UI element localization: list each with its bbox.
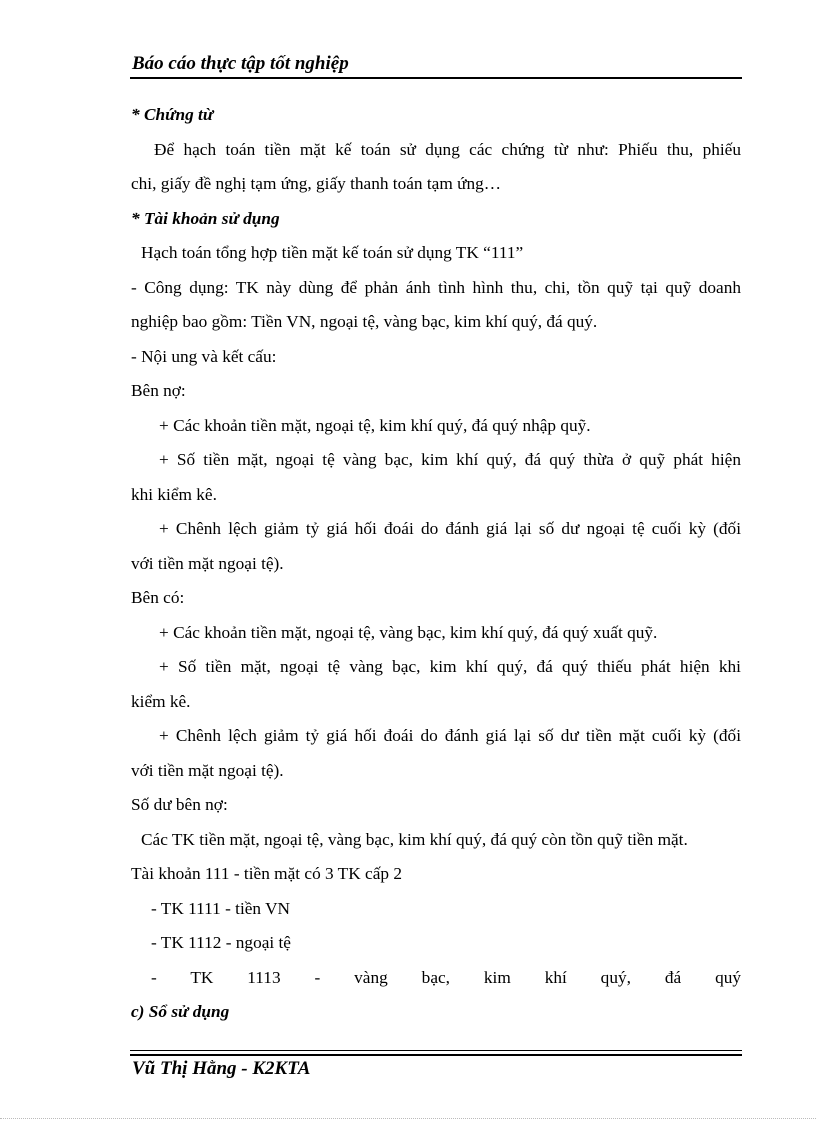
list-item: + Số tiền mặt, ngoại tệ vàng bạc, kim khí quý, đá quý thừa ở quỹ phát hiện xyxy=(159,450,741,469)
paragraph-line: Tài khoản 111 - tiền mặt có 3 TK cấp 2 xyxy=(131,864,402,883)
document-body xyxy=(131,98,741,1030)
account-item-1112: - TK 1112 - ngoại tệ xyxy=(151,933,291,952)
page-edge xyxy=(0,1118,816,1119)
paragraph-line: - Công dụng: TK này dùng để phản ánh tình hình thu, chi, tồn quỹ tại quỹ doanh xyxy=(131,277,741,297)
page-footer-author: Vũ Thị Hằng - K2KTA xyxy=(132,1058,311,1079)
list-item: + Chênh lệch giảm tỷ giá hối đoái do đánh giá lại số dư ngoại tệ cuối kỳ (đối xyxy=(159,519,741,538)
page-header-title: Báo cáo thực tập tốt nghiệp xyxy=(132,53,349,74)
list-item: + Chênh lệch giảm tỷ giá hối đoái do đánh giá lại số dư tiền mặt cuối kỳ (đối xyxy=(159,726,741,745)
list-item: + Các khoản tiền mặt, ngoại tệ, kim khí quý, đá quý nhập quỹ. xyxy=(159,415,591,435)
paragraph-line: Các TK tiền mặt, ngoại tệ, vàng bạc, kim khí quý, đá quý còn tồn quỹ tiền mặt. xyxy=(141,829,688,849)
section-heading-so-su-dung: c) Sổ sử dụng xyxy=(131,1002,230,1021)
section-heading-chung-tu: * Chứng từ xyxy=(131,105,214,124)
footer-rule xyxy=(130,1054,742,1056)
subheading-so-du: Số dư bên nợ: xyxy=(131,795,228,814)
list-item-continuation: kiểm kê. xyxy=(131,691,191,711)
account-item-1113: - TK 1113 - vàng bạc, kim khí quý, đá quý xyxy=(151,967,741,987)
subheading-ben-co: Bên có: xyxy=(131,588,185,607)
subheading-ben-no: Bên nợ: xyxy=(131,381,186,400)
list-item-continuation: với tiền mặt ngoại tệ). xyxy=(131,760,284,780)
list-item: + Các khoản tiền mặt, ngoại tệ, vàng bạc, kim khí quý, đá quý xuất quỹ. xyxy=(159,622,658,642)
footer-rule xyxy=(130,1050,742,1051)
paragraph-line: chi, giấy đề nghị tạm ứng, giấy thanh toán tạm ứng… xyxy=(131,174,502,193)
list-item-continuation: với tiền mặt ngoại tệ). xyxy=(131,553,284,573)
account-item-1111: - TK 1111 - tiền VN xyxy=(151,898,291,918)
paragraph-line: Hạch toán tổng hợp tiền mặt kế toán sử dụng TK “111” xyxy=(141,243,524,262)
list-item-continuation: khi kiểm kê. xyxy=(131,484,217,504)
header-rule xyxy=(130,77,742,79)
paragraph-line: Để hạch toán tiền mặt kế toán sử dụng các chứng từ như: Phiếu thu, phiếu xyxy=(154,139,741,159)
section-heading-tai-khoan: * Tài khoản sử dụng xyxy=(131,208,280,228)
list-item: + Số tiền mặt, ngoại tệ vàng bạc, kim khí quý, đá quý thiếu phát hiện khi xyxy=(159,657,741,676)
paragraph-line: nghiệp bao gồm: Tiền VN, ngoại tệ, vàng bạc, kim khí quý, đá quý. xyxy=(131,312,598,331)
paragraph-line: - Nội ung và kết cấu: xyxy=(131,346,277,366)
